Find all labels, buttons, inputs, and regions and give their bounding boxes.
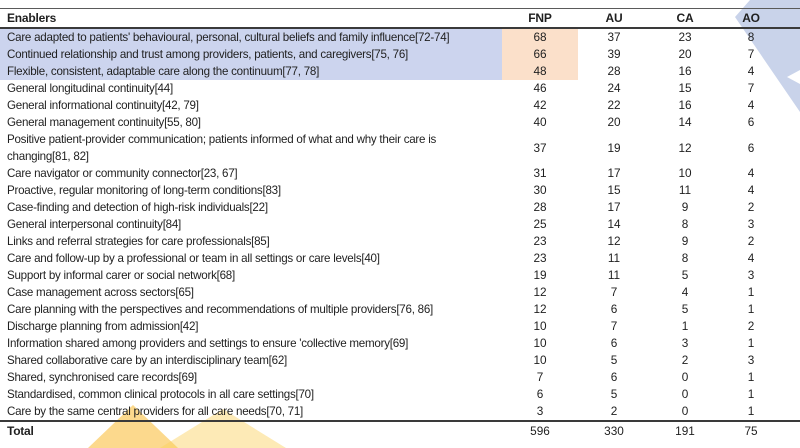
value-cell: 1 [747,285,755,299]
table-row [0,114,800,131]
value-cell: 28 [533,200,547,214]
value-cell: 37 [533,140,547,155]
table-row [0,335,800,352]
value-cell: 5 [681,268,689,282]
value-cell: 7 [747,81,755,95]
value-cell: 39 [607,47,621,61]
row-filler [782,352,800,369]
row-filler [782,335,800,352]
row-filler [782,80,800,97]
row-filler [782,97,800,114]
value-cell: 12 [678,140,692,155]
enabler-label: Case-finding and detection of high-risk individuals[22] [7,201,268,214]
value-cell: 14 [607,217,621,231]
table-row [0,97,800,114]
row-filler [782,403,800,421]
total-row [0,421,800,441]
table-row [0,28,800,46]
value-cell: 8 [747,30,755,44]
header-row [0,9,800,29]
value-cell: 5 [610,387,618,401]
enabler-label: Care and follow-up by a professional or team in all settings or care levels[40] [7,252,380,265]
value-cell: 8 [681,251,689,265]
total-label: Total [0,421,502,441]
value-cell: 31 [533,166,547,180]
value-cell: 4 [747,166,755,180]
enabler-label: General interpersonal continuity[84] [7,218,182,231]
table-row [0,301,800,318]
value-cell: 1 [681,319,689,333]
value-cell: 37 [607,30,621,44]
value-cell: 7 [610,285,618,299]
value-cell: 12 [533,285,547,299]
value-cell: 1 [747,387,755,401]
value-cell: 40 [533,115,547,129]
enabler-label: Shared collaborative care by an interdisciplinary team[62] [7,354,288,367]
enabler-label: Positive patient-provider communication; patients informed of what and why their care is changing[81, 82] [7,133,437,163]
value-cell: 10 [533,353,547,367]
value-cell: 9 [681,234,689,248]
header-ca: CA [650,9,720,29]
value-cell: 10 [533,319,547,333]
value-cell: 10 [678,166,692,180]
value-cell: 4 [681,285,689,299]
value-cell: 3 [747,353,755,367]
row-filler [782,63,800,80]
enabler-label: Care navigator or community connector[23, 67] [7,167,238,180]
header-ao: AO [720,9,782,29]
row-filler [782,131,800,165]
value-cell: 66 [502,46,578,63]
value-cell: 4 [747,64,755,78]
value-cell: 12 [607,234,621,248]
value-cell: 19 [607,140,621,155]
enablers-table [0,8,800,441]
value-cell: 48 [502,63,578,80]
value-cell: 12 [533,302,547,316]
header-fnp: FNP [502,9,578,29]
value-cell: 24 [607,81,621,95]
table-row [0,165,800,182]
table-row [0,403,800,421]
value-cell: 23 [533,251,547,265]
row-filler [782,28,800,46]
total-filler [782,421,800,441]
table-header [0,9,800,29]
row-filler [782,301,800,318]
value-cell: 10 [533,336,547,350]
value-cell: 30 [533,183,547,197]
value-cell: 16 [678,64,692,78]
value-cell: 0 [681,370,689,384]
total-fnp: 596 [502,421,578,441]
header-au: AU [578,9,650,29]
value-cell: 4 [747,98,755,112]
value-cell: 3 [681,336,689,350]
row-filler [782,233,800,250]
value-cell: 6 [610,370,618,384]
value-cell: 8 [681,217,689,231]
row-filler [782,318,800,335]
enabler-label: Proactive, regular monitoring of long-term conditions[83] [7,184,281,197]
enabler-label: Information shared among providers and settings to ensure 'collective memory[69] [7,337,409,350]
enabler-label: General management continuity[55, 80] [7,116,201,129]
value-cell: 22 [607,98,621,112]
table-row [0,233,800,250]
value-cell: 20 [607,115,621,129]
enabler-label: Standardised, common clinical protocols in all care settings[70] [7,388,314,401]
value-cell: 17 [607,166,621,180]
total-au: 330 [578,421,650,441]
table-row [0,216,800,233]
value-cell: 23 [678,30,692,44]
value-cell: 7 [610,319,618,333]
table-row [0,386,800,403]
enabler-label: Discharge planning from admission[42] [7,320,199,333]
table-row [0,199,800,216]
enabler-label: Support by informal carer or social network[68] [7,269,235,282]
row-filler [782,267,800,284]
enabler-label: Care planning with the perspectives and recommendations of multiple providers[76, 86] [7,303,433,316]
value-cell: 25 [533,217,547,231]
value-cell: 0 [681,404,689,418]
value-cell: 1 [747,404,755,418]
value-cell: 5 [681,302,689,316]
value-cell: 15 [678,81,692,95]
value-cell: 19 [533,268,547,282]
row-filler [782,369,800,386]
table-row [0,267,800,284]
row-filler [782,182,800,199]
value-cell: 11 [678,183,692,197]
value-cell: 7 [747,47,755,61]
enabler-label: Care adapted to patients' behavioural, personal, cultural beliefs and family influence[72-74] [0,28,502,46]
enabler-label: Links and referral strategies for care professionals[85] [7,235,270,248]
table-row [0,369,800,386]
value-cell: 11 [607,268,621,282]
value-cell: 6 [610,302,618,316]
row-filler [782,216,800,233]
value-cell: 20 [678,47,692,61]
table-row [0,318,800,335]
value-cell: 3 [747,268,755,282]
value-cell: 0 [681,387,689,401]
value-cell: 15 [607,183,621,197]
value-cell: 1 [747,302,755,316]
value-cell: 14 [678,115,692,129]
table-row [0,182,800,199]
value-cell: 2 [747,200,755,214]
value-cell: 1 [747,336,755,350]
table-row [0,46,800,63]
value-cell: 3 [747,217,755,231]
row-filler [782,386,800,403]
row-filler [782,46,800,63]
total-ca: 191 [650,421,720,441]
table-row [0,80,800,97]
value-cell: 2 [681,353,689,367]
table-row [0,284,800,301]
value-cell: 4 [747,183,755,197]
enabler-label: Case management across sectors[65] [7,286,194,299]
value-cell: 1 [747,370,755,384]
table-row [0,352,800,369]
table-footer [0,421,800,441]
row-filler [782,284,800,301]
value-cell: 46 [533,81,547,95]
value-cell: 3 [536,404,544,418]
header-enablers: Enablers [0,9,502,29]
value-cell: 4 [747,251,755,265]
enabler-label: General informational continuity[42, 79] [7,99,199,112]
value-cell: 9 [681,200,689,214]
row-filler [782,114,800,131]
header-filler [782,9,800,29]
table-row [0,250,800,267]
enabler-label: Shared, synchronised care records[69] [7,371,197,384]
value-cell: 6 [536,387,544,401]
enabler-label: Continued relationship and trust among providers, patients, and caregivers[75, 76] [0,46,502,63]
value-cell: 42 [533,98,547,112]
enabler-label: Flexible, consistent, adaptable care along the continuum[77, 78] [0,63,502,80]
value-cell: 6 [747,140,755,155]
value-cell: 28 [607,64,621,78]
row-filler [782,165,800,182]
total-ao: 75 [720,421,782,441]
value-cell: 2 [747,319,755,333]
row-filler [782,250,800,267]
table-row [0,63,800,80]
table-body [0,28,800,421]
enabler-label: General longitudinal continuity[44] [7,82,173,95]
value-cell: 5 [610,353,618,367]
row-filler [782,199,800,216]
value-cell: 11 [607,251,621,265]
value-cell: 7 [536,370,544,384]
value-cell: 6 [610,336,618,350]
value-cell: 16 [678,98,692,112]
value-cell: 2 [747,234,755,248]
value-cell: 2 [610,404,618,418]
value-cell: 6 [747,115,755,129]
enabler-label: Care by the same central providers for all care needs[70, 71] [7,405,304,418]
value-cell: 17 [607,200,621,214]
value-cell: 68 [502,28,578,46]
value-cell: 23 [533,234,547,248]
table-row [0,131,800,165]
